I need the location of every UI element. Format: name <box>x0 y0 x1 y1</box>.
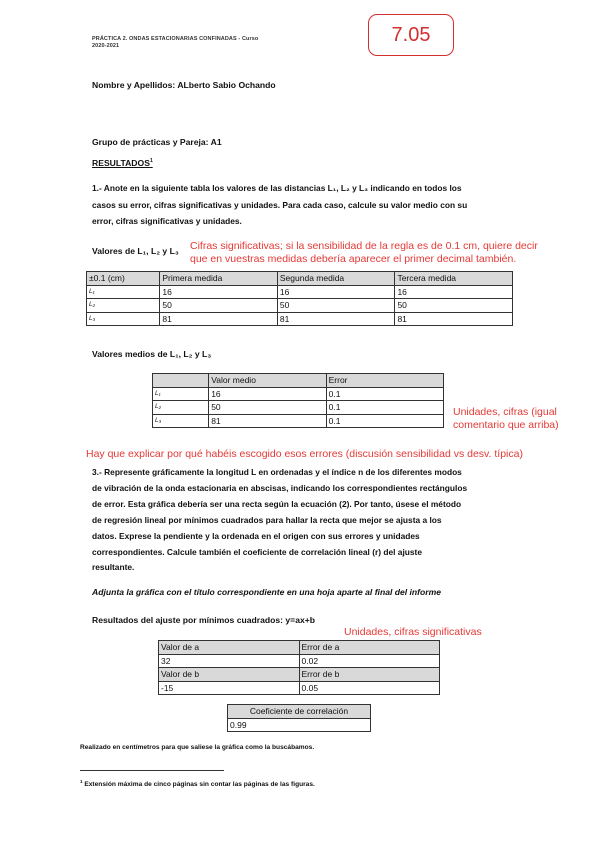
q1-number: 1.- <box>92 183 102 193</box>
row-label: L₂ <box>153 401 209 415</box>
header-cell: Valor de b <box>159 668 300 682</box>
table-row <box>87 285 513 299</box>
course-line-2: 2020-2021 <box>92 42 120 49</box>
results-heading <box>92 158 153 168</box>
a-value-cell: 32 <box>159 654 300 668</box>
table-cell: 16 <box>277 285 395 299</box>
comment-units-line-2: comentario que arriba) <box>453 419 559 431</box>
units-note: Realizado en centímetros para que saliese la gráfica como la buscábamos. <box>80 744 315 751</box>
row-label: L₃ <box>87 312 160 326</box>
a-error-cell: 0.02 <box>299 654 440 668</box>
row-label: L₂ <box>87 299 160 313</box>
table-cell: 81 <box>395 312 513 326</box>
comment-sig-figs-line-1: Cifras significativas; si la sensibilidad de la regla es de 0.1 cm, quiere decir <box>190 240 538 252</box>
table-cell: 16 <box>209 387 326 401</box>
table-cell: 0.1 <box>326 414 443 428</box>
table-row <box>153 401 444 415</box>
header-cell <box>153 374 209 388</box>
q1-line-3: error, cifras significativas y unidades. <box>92 216 242 227</box>
course-line-1: PRÁCTICA 2. ONDAS ESTACIONARIAS CONFINADAS - Curso <box>92 36 259 42</box>
table-cell: 81 <box>160 312 278 326</box>
table-cell: 50 <box>395 299 513 313</box>
correlation-table <box>227 704 371 732</box>
q3-number: 3.- <box>92 467 102 477</box>
q3-line-1-text: Represente gráficamente la longitud L en ordenadas y el índice n de los diferentes modos <box>104 467 462 477</box>
comment-units-line-1: Unidades, cifras (igual <box>453 406 557 418</box>
group-value: A1 <box>210 137 222 147</box>
table-header-row <box>153 374 444 388</box>
comment-fit-units: Unidades, cifras significativas <box>344 626 482 638</box>
comment-errors: Hay que explicar por qué habéis escogido esos errores (discusión sensibilidad vs desv. típica) <box>86 448 523 460</box>
correlation-value-cell: 0.99 <box>228 718 371 732</box>
row-label: L₁ <box>87 285 160 299</box>
question-3 <box>92 465 516 576</box>
table-header-row <box>228 705 371 719</box>
q3-line-5: datos. Exprese la pendiente y la ordenada en el origen con sus errores y unidades <box>92 530 420 541</box>
header-cell: Error <box>326 374 443 388</box>
results-heading-text: RESULTADOS <box>92 158 150 168</box>
footnote <box>80 779 315 788</box>
table-cell: 81 <box>209 414 326 428</box>
q3-line-3: de error. Esta gráfica debería ser una recta según la ecuación (2). Por tanto, úsese el método <box>92 498 462 509</box>
header-cell: Error de a <box>299 641 440 655</box>
course-header <box>92 36 322 49</box>
comment-sig-figs-line-2: que en vuestras medidas debería aparecer el primer decimal también. <box>190 253 517 265</box>
row-label: L₃ <box>153 414 209 428</box>
footnote-text: Extensión máxima de cinco páginas sin contar las páginas de las figuras. <box>84 781 315 789</box>
question-1 <box>92 180 512 230</box>
fit-results-table <box>158 640 440 695</box>
table-cell: 0.1 <box>326 387 443 401</box>
table-row <box>87 299 513 313</box>
grade-box: 7.05 <box>368 14 454 56</box>
q3-line-7: resultante. <box>92 562 135 573</box>
header-cell: ±0.1 (cm) <box>87 272 160 286</box>
measurements-table <box>86 271 513 326</box>
q3-line-6: correspondientes. Calcule también el coeficiente de correlación lineal (r) del ajuste <box>92 546 422 557</box>
header-cell: Valor medio <box>209 374 326 388</box>
comment-sig-figs <box>190 240 538 266</box>
table-cell: 50 <box>160 299 278 313</box>
group-label: Grupo de prácticas y Pareja: <box>92 137 209 147</box>
header-cell: Segunda medida <box>277 272 395 286</box>
student-name: ALberto Sabio Ochando <box>177 80 276 90</box>
comment-units <box>453 406 559 432</box>
table2-caption: Valores medios de L₁, L₂ y L₃ <box>92 349 212 359</box>
q1-line-1 <box>92 180 512 197</box>
table-row <box>159 654 440 668</box>
table-cell: 50 <box>209 401 326 415</box>
footnote-mark: 1 <box>80 779 83 784</box>
table-row <box>159 681 440 695</box>
student-label: Nombre y Apellidos: <box>92 80 176 90</box>
attach-note: Adjunta la gráfica con el título correspondiente en una hoja aparte al final del informe <box>92 587 442 597</box>
q3-line-4: de regresión lineal por mínimos cuadrados para hallar la recta que mejor se ajusta a los <box>92 514 442 525</box>
mean-values-table <box>152 373 444 428</box>
student-line <box>92 80 276 90</box>
footnote-divider <box>80 770 224 771</box>
header-cell: Valor de a <box>159 641 300 655</box>
results-footnote-mark: 1 <box>149 158 153 165</box>
header-cell: Error de b <box>299 668 440 682</box>
table-cell: 16 <box>395 285 513 299</box>
fit-caption: Resultados del ajuste por mínimos cuadrados: y=ax+b <box>92 615 316 625</box>
header-cell: Primera medida <box>160 272 278 286</box>
q3-line-1 <box>92 465 516 481</box>
row-label: L₁ <box>153 387 209 401</box>
b-error-cell: 0.05 <box>299 681 440 695</box>
table-cell: 16 <box>160 285 278 299</box>
table-cell: 50 <box>277 299 395 313</box>
header-cell: Coeficiente de correlación <box>228 705 371 719</box>
table-header-row <box>87 272 513 286</box>
b-value-cell: -15 <box>159 681 300 695</box>
table1-caption: Valores de L₁, L₂ y L₃ <box>92 246 179 256</box>
table-header-row <box>159 668 440 682</box>
table-cell: 81 <box>277 312 395 326</box>
group-line <box>92 137 222 147</box>
table-row <box>153 387 444 401</box>
header-cell: Tercera medida <box>395 272 513 286</box>
table-row <box>228 718 371 732</box>
table-header-row <box>159 641 440 655</box>
table-row <box>153 414 444 428</box>
table-row <box>87 312 513 326</box>
q3-line-2: de vibración de la onda estacionaria en abscisas, indicando los correspondientes rectángulos <box>92 482 468 493</box>
q1-line-1-text: Anote en la siguiente tabla los valores de las distancias L₁, L₂ y L₃ indicando en todos los <box>103 183 462 193</box>
table-cell: 0.1 <box>326 401 443 415</box>
q1-line-2: casos su error, cifras significativas y unidades. Para cada caso, calcule su valor medio con su <box>92 199 468 210</box>
